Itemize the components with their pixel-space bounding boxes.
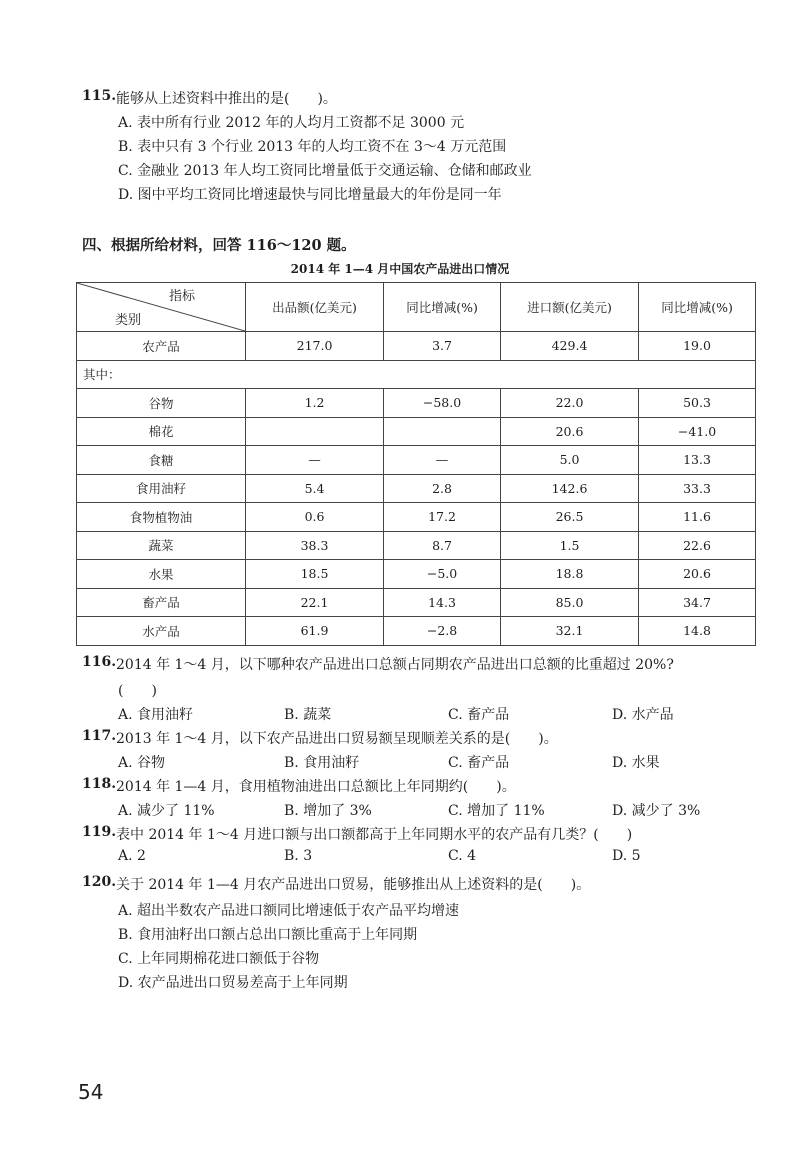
q116-answer-blank: ( ): [118, 683, 157, 699]
table-row-total: [77, 332, 756, 361]
q119-number: 119.: [82, 824, 117, 840]
table-cell: 20.6: [639, 560, 756, 589]
q118-stem: 2014 年 1—4 月，食用植物油进出口总额比上年同期约( )。: [116, 779, 516, 795]
subheading-label: 其中：: [77, 360, 756, 389]
q118-number: 118.: [82, 776, 117, 792]
q119-option-d: D. 5: [612, 848, 641, 864]
table-cell: 5.0: [500, 446, 638, 475]
table-cell: 19.0: [639, 332, 756, 361]
q117-option-b: B. 食用油籽: [284, 755, 360, 771]
table-cell: 26.5: [500, 503, 638, 532]
row-label: 食糖: [77, 446, 246, 475]
table-title: 2014 年 1—4 月中国农产品进出口情况: [290, 262, 510, 276]
table-row: [77, 389, 756, 418]
table-cell: 13.3: [639, 446, 756, 475]
table-cell: 22.6: [639, 531, 756, 560]
q119-stem: 表中 2014 年 1～4 月进口额与出口额都高于上年同期水平的农产品有几类？( ): [116, 827, 633, 843]
table-cell: —: [384, 446, 501, 475]
q120-number: 120.: [82, 874, 117, 890]
q118-option-a: A. 减少了 11%: [118, 803, 215, 819]
q120-option-d: D. 农产品进出口贸易差高于上年同期: [118, 975, 348, 991]
row-label: 蔬菜: [77, 531, 246, 560]
table-cell: 33.3: [639, 474, 756, 503]
row-label: 水产品: [77, 617, 246, 646]
table-cell: −41.0: [639, 417, 756, 446]
table-row: [77, 503, 756, 532]
table-cell: 3.7: [384, 332, 501, 361]
q118-option-c: C. 增加了 11%: [448, 803, 545, 819]
table-cell: 142.6: [500, 474, 638, 503]
q120-option-c: C. 上年同期棉花进口额低于谷物: [118, 951, 320, 967]
table-cell: −5.0: [384, 560, 501, 589]
table-cell: 34.7: [639, 588, 756, 617]
table-cell: −2.8: [384, 617, 501, 646]
q115-option-d: D. 图中平均工资同比增速最快与同比增量最大的年份是同一年: [118, 187, 502, 203]
table-row: [77, 446, 756, 475]
q119-option-b: B. 3: [284, 848, 313, 864]
q120-option-a: A. 超出半数农产品进口额同比增速低于农产品平均增速: [118, 903, 460, 919]
q115-option-a: A. 表中所有行业 2012 年的人均月工资都不足 3000 元: [118, 115, 465, 131]
q116-stem: 2014 年 1～4 月，以下哪种农产品进出口总额占同期农产品进出口总额的比重超过 20%?: [116, 657, 674, 673]
q117-stem: 2013 年 1～4 月，以下农产品进出口贸易额呈现顺差关系的是( )。: [116, 731, 558, 747]
column-header: 同比增减(%): [384, 283, 501, 332]
section-heading: 四、根据所给材料，回答 116～120 题。: [82, 237, 356, 254]
table-cell: 8.7: [384, 531, 501, 560]
q117-option-a: A. 谷物: [118, 755, 166, 771]
table-cell: 2.8: [384, 474, 501, 503]
table-cell: [384, 417, 501, 446]
table-row: [77, 531, 756, 560]
q118-option-b: B. 增加了 3%: [284, 803, 372, 819]
q117-number: 117.: [82, 728, 117, 744]
diagonal-line: [77, 283, 245, 331]
q117-option-c: C. 畜产品: [448, 755, 510, 771]
table-cell: 18.8: [500, 560, 638, 589]
table-cell: 50.3: [639, 389, 756, 418]
page-number: 54: [78, 1080, 104, 1104]
q115-stem: 能够从上述资料中推出的是( )。: [116, 91, 337, 107]
corner-label-indicator: 指标: [168, 289, 195, 304]
table-cell: 1.5: [500, 531, 638, 560]
q116-number: 116.: [82, 654, 117, 670]
row-label: 农产品: [77, 332, 246, 361]
table-row: [77, 474, 756, 503]
table-cell: 429.4: [500, 332, 638, 361]
table-cell: 18.5: [246, 560, 384, 589]
table-row: [77, 617, 756, 646]
column-header: 同比增减(%): [639, 283, 756, 332]
table-cell: 61.9: [246, 617, 384, 646]
q116-option-c: C. 畜产品: [448, 707, 510, 723]
table-cell: 20.6: [500, 417, 638, 446]
q116-option-b: B. 蔬菜: [284, 707, 332, 723]
table-row: [77, 588, 756, 617]
table-row: [77, 417, 756, 446]
table-cell: 85.0: [500, 588, 638, 617]
q119-option-a: A. 2: [118, 848, 146, 864]
table-cell: 14.8: [639, 617, 756, 646]
q116-option-d: D. 水产品: [612, 707, 674, 723]
table-cell: 22.0: [500, 389, 638, 418]
q117-option-d: D. 水果: [612, 755, 660, 771]
table-cell: 5.4: [246, 474, 384, 503]
table-cell: [246, 417, 384, 446]
table-cell: 217.0: [246, 332, 384, 361]
table-cell: −58.0: [384, 389, 501, 418]
q115-option-b: B. 表中只有 3 个行业 2013 年的人均工资不在 3～4 万元范围: [118, 139, 507, 155]
q115-number: 115.: [82, 88, 117, 104]
table-cell: 17.2: [384, 503, 501, 532]
column-header: 进口额(亿美元): [500, 283, 638, 332]
table-cell: 38.3: [246, 531, 384, 560]
row-label: 食物植物油: [77, 503, 246, 532]
agri-trade-table: [76, 282, 756, 646]
row-label: 谷物: [77, 389, 246, 418]
q120-stem: 关于 2014 年 1—4 月农产品进出口贸易，能够推出从上述资料的是( )。: [116, 877, 591, 893]
table-cell: 0.6: [246, 503, 384, 532]
row-label: 棉花: [77, 417, 246, 446]
table-header-row: [77, 283, 756, 332]
table-corner-cell: [77, 283, 246, 332]
row-label: 水果: [77, 560, 246, 589]
q116-option-a: A. 食用油籽: [118, 707, 194, 723]
q115-option-c: C. 金融业 2013 年人均工资同比增量低于交通运输、仓储和邮政业: [118, 163, 532, 179]
row-label: 食用油籽: [77, 474, 246, 503]
q120-option-b: B. 食用油籽出口额占总出口额比重高于上年同期: [118, 927, 418, 943]
table-cell: 1.2: [246, 389, 384, 418]
table-cell: 22.1: [246, 588, 384, 617]
table-cell: —: [246, 446, 384, 475]
column-header: 出品额(亿美元): [246, 283, 384, 332]
q119-option-c: C. 4: [448, 848, 477, 864]
q118-option-d: D. 减少了 3%: [612, 803, 701, 819]
row-label: 畜产品: [77, 588, 246, 617]
table-cell: 32.1: [500, 617, 638, 646]
table-cell: 14.3: [384, 588, 501, 617]
table-cell: 11.6: [639, 503, 756, 532]
table-subheading-row: [77, 360, 756, 389]
table-row: [77, 560, 756, 589]
corner-label-category: 类别: [115, 313, 142, 328]
